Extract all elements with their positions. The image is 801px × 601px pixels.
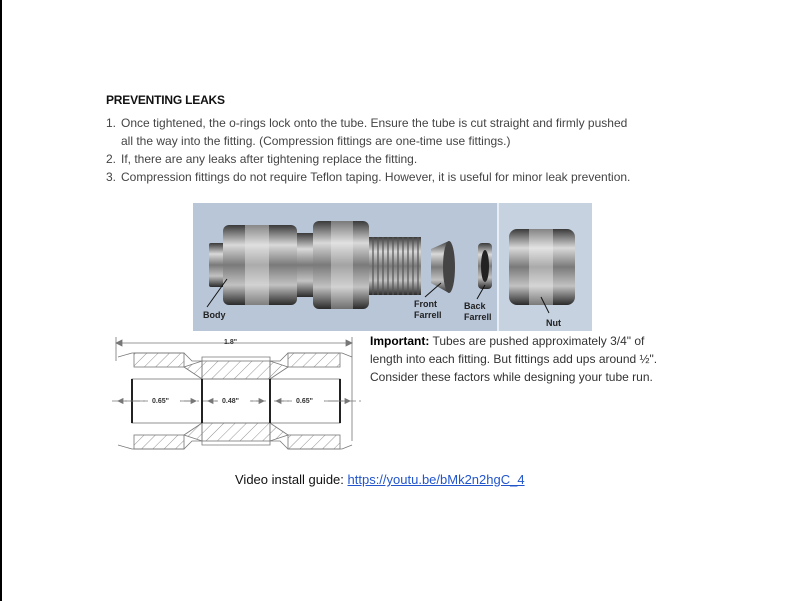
item-text: If, there are any leaks after tightening replace the fitting. [121, 152, 418, 166]
video-link[interactable]: https://youtu.be/bMk2n2hgC_4 [347, 472, 525, 487]
video-label: Video install guide: [235, 472, 348, 487]
note-label: Important: [370, 334, 430, 348]
fitting-parts-photo [193, 203, 592, 331]
item-number: 1. [106, 116, 117, 130]
fitting-dimension-drawing [112, 331, 362, 467]
item-text: Compression fittings do not require Teflon taping. However, it is useful for minor leak prevention. [121, 170, 631, 184]
dimension-overall: 1.8" [224, 339, 238, 346]
section-heading: PREVENTING LEAKS [106, 93, 225, 107]
label-body: Body [203, 310, 226, 320]
note-text: Tubes are pushed approximately 3/4" of length into each fitting. But fittings add ups around ½". Consider these factors while designing your tube run. [370, 334, 658, 384]
item-number: 2. [106, 152, 117, 166]
dimension-left: 0.65" [152, 398, 169, 405]
list-item [106, 168, 686, 186]
item-number: 3. [106, 170, 117, 184]
dimension-middle: 0.48" [222, 398, 239, 405]
item-text: Once tightened, the o-rings lock onto the tube. Ensure the tube is cut straight and firmly pushed [121, 116, 628, 130]
label-back-farrell-line1: Back [464, 301, 486, 311]
label-back-farrell [464, 301, 492, 323]
dimension-right: 0.65" [296, 398, 313, 405]
label-nut: Nut [546, 318, 561, 328]
item-text-continued: all the way into the fitting. (Compression fittings are one-time use fittings.) [121, 134, 511, 148]
list-item [106, 114, 686, 150]
important-note [370, 332, 662, 386]
label-back-farrell-line2: Farrell [464, 312, 492, 322]
label-front-farrell [414, 299, 442, 321]
fitting-parts-illustration [193, 203, 592, 331]
list-item [106, 150, 686, 168]
video-guide [235, 472, 525, 487]
window-edge [0, 0, 2, 601]
label-front-farrell-line1: Front [414, 299, 437, 309]
label-front-farrell-line2: Farrell [414, 310, 442, 320]
instruction-list [106, 114, 686, 186]
